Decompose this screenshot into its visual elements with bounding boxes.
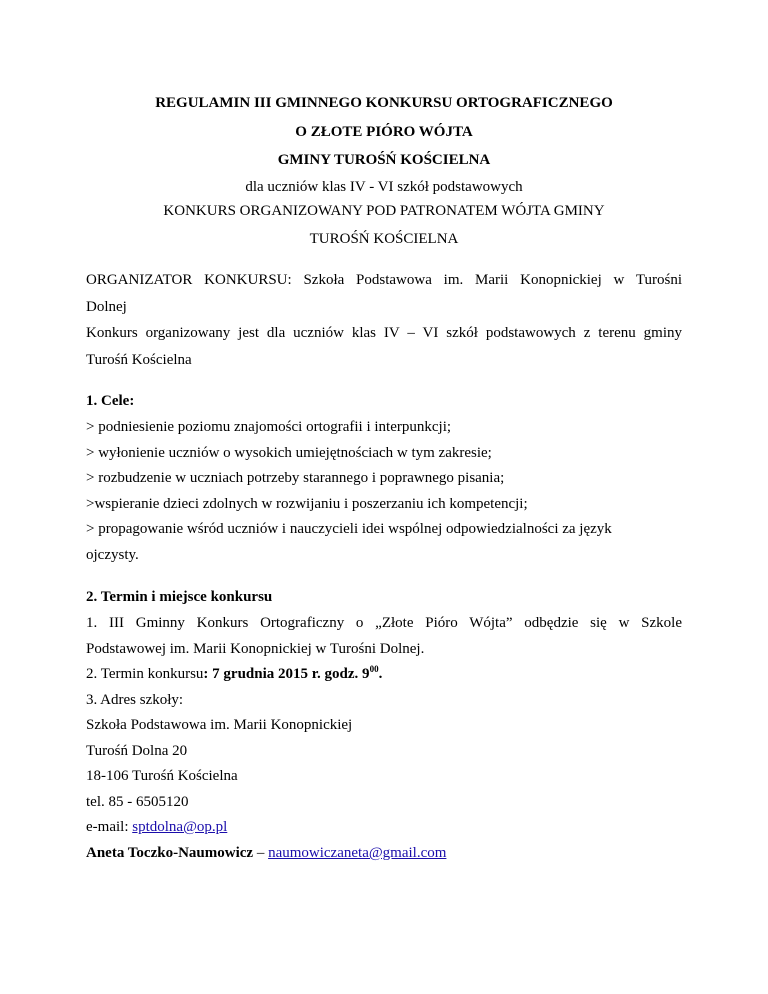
phone-line: tel. 85 - 6505120 (86, 794, 189, 810)
title-line-3: GMINY TUROŚŃ KOŚCIELNA (277, 152, 491, 168)
address-line-3: 18-106 Turośń Kościelna (86, 768, 238, 784)
venue-line-2: Podstawowej im. Marii Konopnickiej w Turośni Dolnej. (86, 641, 425, 657)
date-value (203, 666, 382, 682)
goal-item: > propagowanie wśród uczniów i nauczycieli idei wspólnej odpowiedzialności za język (86, 521, 612, 537)
contact-separator: – (253, 845, 269, 861)
goal-item: > podniesienie poziomu znajomości ortografii i interpunkcji; (86, 419, 452, 435)
date-line (86, 665, 382, 683)
address-heading: 3. Adres szkoły: (86, 692, 184, 708)
goal-item: >wspieranie dzieci zdolnych w rozwijaniu i poszerzaniu ich kompetencji; (86, 496, 528, 512)
school-email-link[interactable]: sptdolna@op.pl (132, 819, 228, 835)
patronage-line-1: KONKURS ORGANIZOWANY POD PATRONATEM WÓJTA GMINY (163, 203, 605, 219)
contact-email-link[interactable]: naumowiczaneta@gmail.com (268, 845, 447, 861)
goal-item: > rozbudzenie w uczniach potrzeby starannego i poprawnego pisania; (86, 470, 505, 486)
date-text: : 7 grudnia 2015 r. godz. 9 (203, 666, 370, 682)
date-prefix: 2. Termin konkursu (86, 666, 204, 682)
date-minutes: 00 (369, 664, 379, 674)
scope-line-1: Konkurs organizowany jest dla uczniów klas IV – VI szkół podstawowych z terenu gminy (86, 325, 682, 341)
section-2-heading: 2. Termin i miejsce konkursu (86, 589, 273, 605)
email-label: e-mail: (86, 819, 133, 835)
goal-item: > wyłonienie uczniów o wysokich umiejętnościach w tym zakresie; (86, 445, 492, 461)
venue-line-1: 1. III Gminny Konkurs Ortograficzny o „Złote Pióro Wójta” odbędzie się w Szkole (86, 615, 682, 631)
patronage-line-2: TUROŚŃ KOŚCIELNA (309, 231, 459, 247)
organizer-line-2: Dolnej (86, 299, 127, 315)
email-line (86, 818, 227, 836)
organizer-line-1: ORGANIZATOR KONKURSU: Szkoła Podstawowa im. Marii Konopnickiej w Turośni (86, 272, 682, 288)
title-line-1: REGULAMIN III GMINNEGO KONKURSU ORTOGRAFICZNEGO (155, 95, 613, 111)
scope-line-2: Turośń Kościelna (86, 352, 192, 368)
address-line-2: Turośń Dolna 20 (86, 743, 188, 759)
goal-item-continuation: ojczysty. (86, 547, 139, 563)
address-line-1: Szkoła Podstawowa im. Marii Konopnickiej (86, 717, 353, 733)
contact-name: Aneta Toczko-Naumowicz (86, 845, 254, 861)
title-line-2: O ZŁOTE PIÓRO WÓJTA (295, 124, 473, 140)
date-period: . (378, 666, 383, 682)
contact-line (86, 844, 446, 862)
subtitle: dla uczniów klas IV - VI szkół podstawowych (245, 179, 523, 195)
section-1-heading: 1. Cele: (86, 393, 135, 409)
